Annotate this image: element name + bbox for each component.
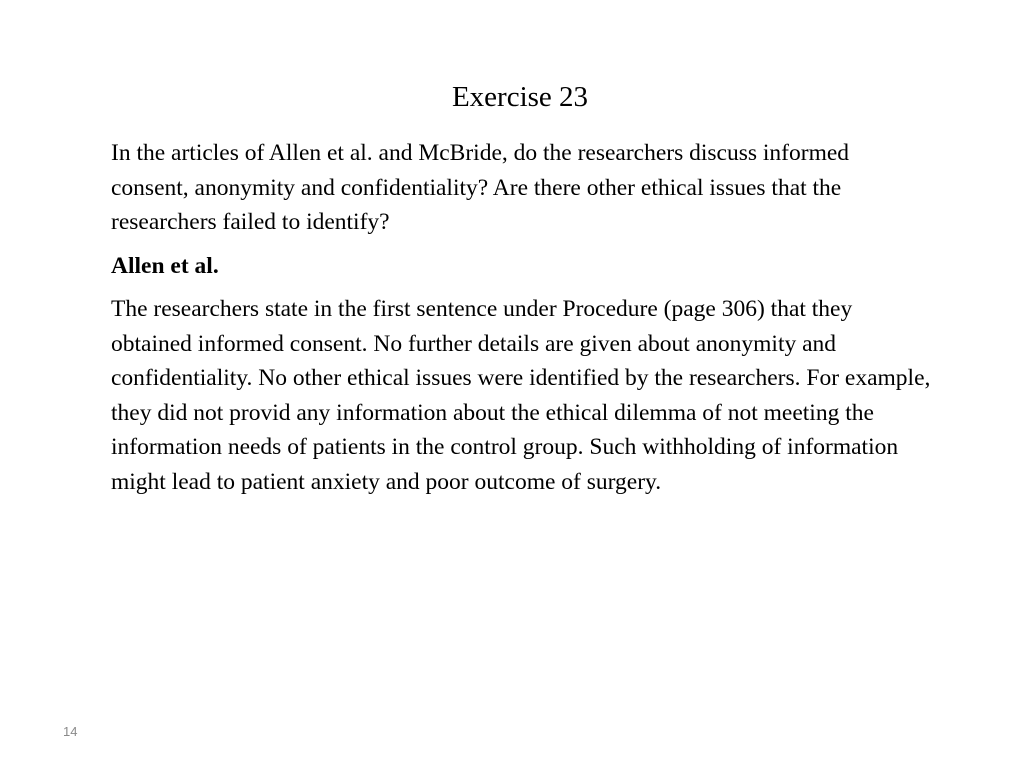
question-paragraph: In the articles of Allen et al. and McBride, do the researchers discuss informed consent, anonymity and confidentiality? Are there other ethical issues that the researchers failed to identify?: [111, 140, 850, 235]
page-number: 14: [63, 724, 78, 739]
slide-title: Exercise 23: [451, 81, 589, 113]
answer-paragraph: The researchers state in the first sentence under Procedure (page 306) that they obtained informed consent. No further details are given about anonymity and confidentiality. No other ethical issues were identified by the researchers. For example, they did not provid any information about the ethical dilemma of not meeting the information needs of patients in the control group. Such withholding of information might lead to patient anxiety and poor outcome of surgery.: [111, 296, 931, 495]
subheading: Allen et al.: [111, 252, 219, 279]
slide-body: [111, 136, 931, 508]
